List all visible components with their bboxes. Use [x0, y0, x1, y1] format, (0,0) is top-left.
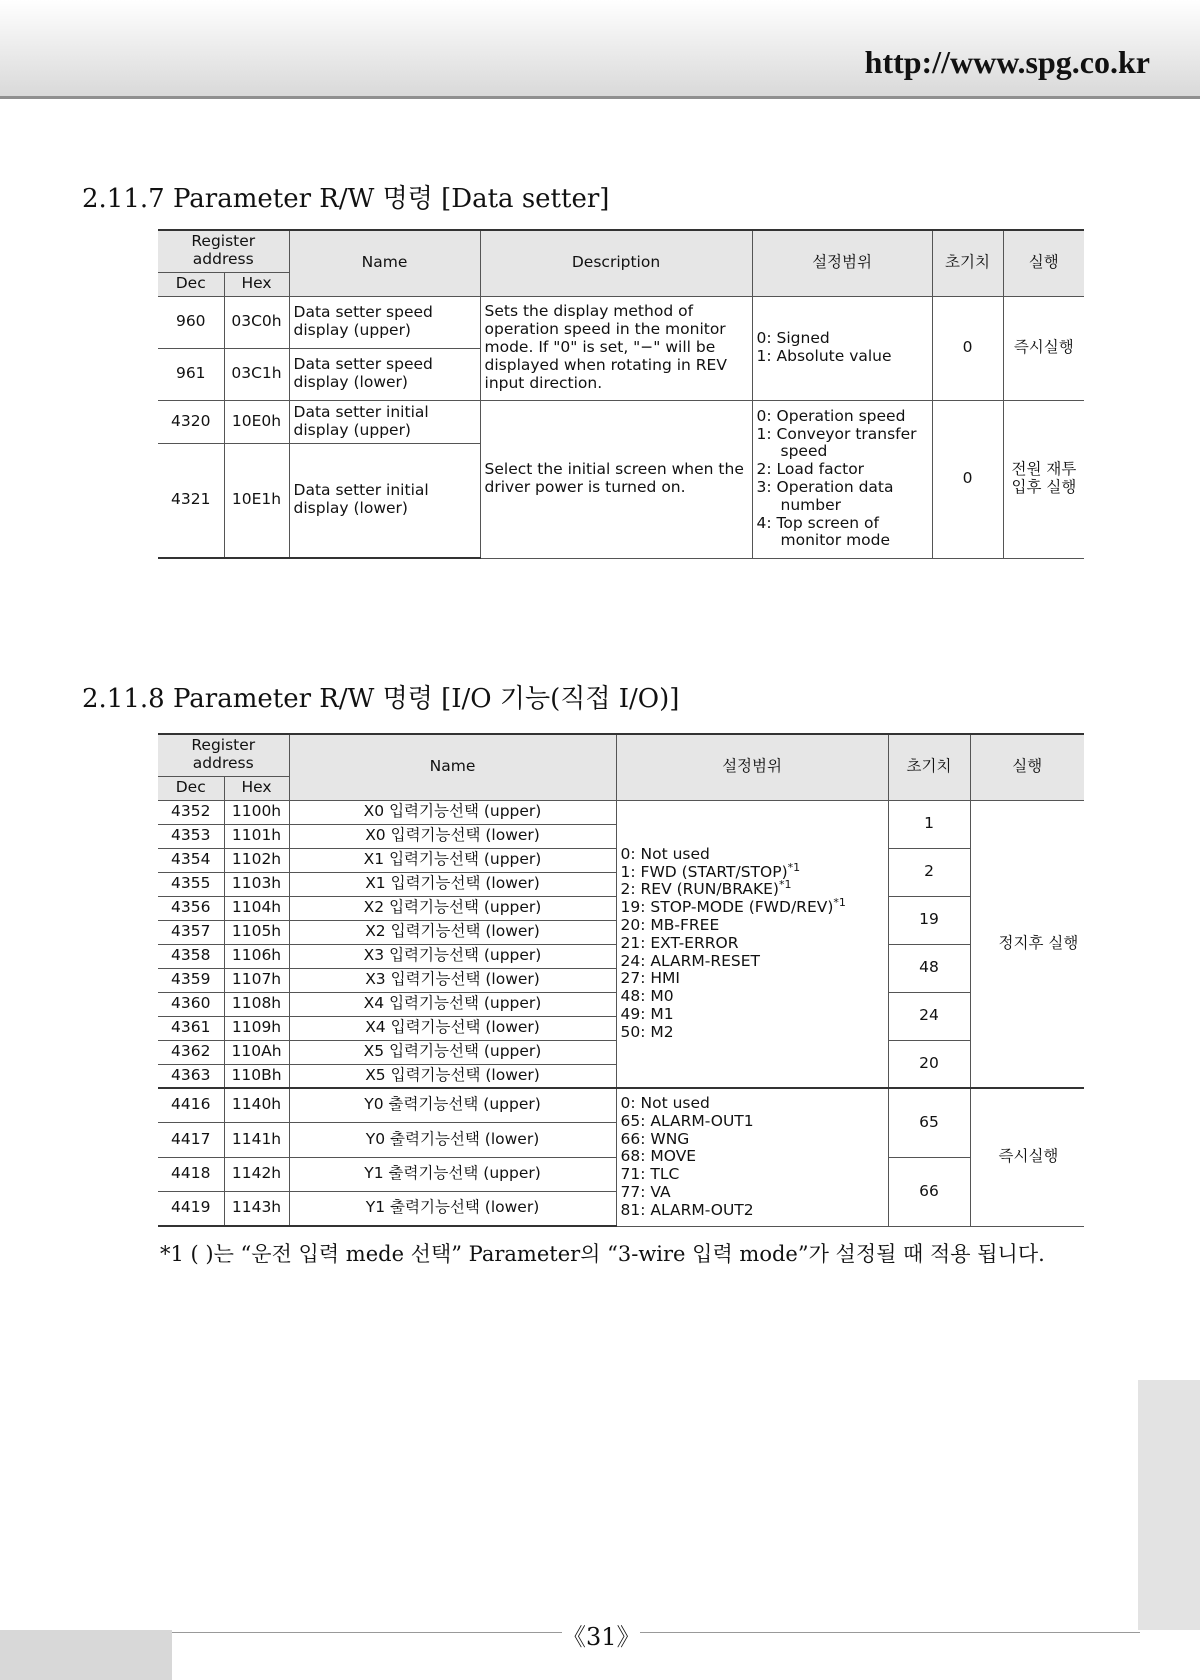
- col-header-hex: Hex: [224, 776, 289, 800]
- range-option: 0: Operation speed: [756, 406, 906, 425]
- cell-name: X3 입력기능선택 (lower): [289, 968, 616, 992]
- section-title-data-setter: 2.11.7 Parameter R/W 명령 [Data setter]: [82, 184, 610, 214]
- range-option: 0: Not used: [620, 844, 710, 863]
- cell-hex: 1104h: [224, 896, 289, 920]
- cell-dec: 4321: [158, 443, 224, 558]
- col-header-register-address: Register address: [158, 230, 289, 272]
- range-option: 71: TLC: [620, 1165, 680, 1184]
- cell-initial: 66: [888, 1157, 970, 1226]
- cell-name: Y0 출력기능선택 (lower): [289, 1122, 616, 1157]
- cell-hex: 1141h: [224, 1122, 289, 1157]
- cell-dec: 4359: [158, 968, 224, 992]
- cell-name: Data setter speed display (upper): [289, 296, 480, 348]
- range-option-continued: monitor mode: [780, 531, 891, 550]
- col-header-hex: Hex: [224, 272, 289, 296]
- range-option: 77: VA: [620, 1182, 671, 1201]
- cell-execution: 즉시실행: [970, 1088, 1084, 1226]
- range-option-text: 19: STOP-MODE (FWD/REV): [620, 898, 834, 917]
- side-tab: [1138, 1380, 1200, 1630]
- data-setter-table: [158, 229, 1084, 559]
- cell-initial: 19: [888, 896, 970, 944]
- cell-range: [752, 296, 932, 400]
- cell-hex: 03C0h: [224, 296, 289, 348]
- range-option: 1: Conveyor transfer: [756, 424, 917, 443]
- cell-name: X1 입력기능선택 (upper): [289, 848, 616, 872]
- cell-dec: 4358: [158, 944, 224, 968]
- col-header-initial: 초기치: [888, 734, 970, 800]
- cell-dec: 4416: [158, 1088, 224, 1122]
- range-option-text: 1: FWD (START/STOP): [620, 862, 788, 881]
- range-option: 4: Top screen of: [756, 513, 880, 532]
- col-header-execution: 실행: [1003, 230, 1084, 296]
- range-option: 48: M0: [620, 987, 674, 1006]
- cell-name: Y1 출력기능선택 (upper): [289, 1157, 616, 1191]
- section-title-io-function: 2.11.8 Parameter R/W 명령 [I/O 기능(직접 I/O)]: [82, 684, 680, 714]
- col-header-initial: 초기치: [932, 230, 1003, 296]
- cell-hex: 03C1h: [224, 348, 289, 400]
- range-option: 65: ALARM-OUT1: [620, 1111, 754, 1130]
- range-option: 2: Load factor: [756, 460, 865, 479]
- cell-name: X0 입력기능선택 (upper): [289, 800, 616, 824]
- range-option: 66: WNG: [620, 1129, 690, 1148]
- cell-dec: 4362: [158, 1040, 224, 1064]
- cell-description: Sets the display method of operation speed in the monitor mode. If "0" is set, "−" will be displayed when rotating in REV input direction.: [480, 296, 752, 400]
- cell-name: X0 입력기능선택 (lower): [289, 824, 616, 848]
- cell-input-range: [616, 800, 888, 1088]
- cell-hex: 10E0h: [224, 400, 289, 443]
- io-function-table: [158, 733, 1084, 1227]
- cell-dec: 4363: [158, 1064, 224, 1088]
- range-option-continued: speed: [780, 442, 828, 461]
- cell-dec: 4355: [158, 872, 224, 896]
- table-row: [158, 800, 1084, 824]
- cell-hex: 110Bh: [224, 1064, 289, 1088]
- cell-hex: 1107h: [224, 968, 289, 992]
- range-option: 50: M2: [620, 1022, 674, 1041]
- cell-hex: 1101h: [224, 824, 289, 848]
- range-option: 49: M1: [620, 1005, 674, 1024]
- table-row: [158, 1088, 1084, 1122]
- cell-name: X1 입력기능선택 (lower): [289, 872, 616, 896]
- cell-name: X3 입력기능선택 (upper): [289, 944, 616, 968]
- cell-hex: 1109h: [224, 1016, 289, 1040]
- cell-dec: 4320: [158, 400, 224, 443]
- cell-initial: 20: [888, 1040, 970, 1088]
- header-url: http://www.spg.co.kr: [864, 44, 1150, 80]
- range-option: 21: EXT-ERROR: [620, 933, 739, 952]
- col-header-dec: Dec: [158, 272, 224, 296]
- cell-hex: 1106h: [224, 944, 289, 968]
- col-header-range: 설정범위: [616, 734, 888, 800]
- footer-block: [0, 1630, 172, 1680]
- col-header-range: 설정범위: [752, 230, 932, 296]
- cell-dec: 4354: [158, 848, 224, 872]
- table-row: [158, 400, 1084, 443]
- cell-hex: 1140h: [224, 1088, 289, 1122]
- cell-dec: 961: [158, 348, 224, 400]
- cell-name: X5 입력기능선택 (lower): [289, 1064, 616, 1088]
- footnote-mark: *1: [833, 896, 846, 910]
- table-row: [158, 296, 1084, 348]
- range-option: [620, 896, 884, 917]
- cell-name: Y1 출력기능선택 (lower): [289, 1191, 616, 1226]
- cell-hex: 1100h: [224, 800, 289, 824]
- range-option: [620, 860, 884, 882]
- cell-hex: 1102h: [224, 848, 289, 872]
- cell-hex: 1105h: [224, 920, 289, 944]
- col-header-name: Name: [289, 230, 480, 296]
- cell-dec: 4353: [158, 824, 224, 848]
- col-header-dec: Dec: [158, 776, 224, 800]
- range-option: 24: ALARM-RESET: [620, 951, 760, 970]
- range-option-text: 2: REV (RUN/BRAKE): [620, 880, 779, 899]
- footnote-mark: *1: [778, 878, 792, 892]
- cell-dec: 4418: [158, 1157, 224, 1191]
- range-option: 20: MB-FREE: [620, 916, 720, 935]
- range-option-continued: number: [780, 495, 842, 514]
- cell-name: Y0 출력기능선택 (upper): [289, 1088, 616, 1122]
- cell-name: X4 입력기능선택 (upper): [289, 992, 616, 1016]
- cell-name: Data setter initial display (upper): [289, 400, 480, 443]
- range-option: 27: HMI: [620, 969, 680, 988]
- cell-dec: 4360: [158, 992, 224, 1016]
- cell-execution: 전원 재투입후 실행: [1003, 400, 1084, 558]
- cell-dec: 4361: [158, 1016, 224, 1040]
- footnote: *1 ( )는 “운전 입력 mede 선택” Parameter의 “3-wire 입력 mode”가 설정될 때 적용 됩니다.: [160, 1242, 1045, 1266]
- cell-name: X5 입력기능선택 (upper): [289, 1040, 616, 1064]
- cell-execution: 정지후 실행: [970, 800, 1084, 1088]
- col-header-description: Description: [480, 230, 752, 296]
- range-option: 1: Absolute value: [756, 347, 892, 365]
- cell-output-range: [616, 1088, 888, 1226]
- cell-dec: 960: [158, 296, 224, 348]
- range-option: 0: Signed: [756, 329, 830, 348]
- header-band: [0, 0, 1200, 99]
- cell-dec: 4352: [158, 800, 224, 824]
- cell-initial: 1: [888, 800, 970, 848]
- cell-initial: 0: [932, 296, 1003, 400]
- range-option: 0: Not used: [620, 1093, 710, 1112]
- footer-rule-right: [640, 1632, 1140, 1633]
- col-header-execution: 실행: [970, 734, 1084, 800]
- cell-hex: 1142h: [224, 1157, 289, 1191]
- cell-range: [752, 400, 932, 558]
- cell-initial: 48: [888, 944, 970, 992]
- col-header-name: Name: [289, 734, 616, 800]
- cell-name: Data setter initial display (lower): [289, 443, 480, 558]
- cell-dec: 4357: [158, 920, 224, 944]
- cell-name: X2 입력기능선택 (upper): [289, 896, 616, 920]
- cell-initial: 65: [888, 1088, 970, 1157]
- footer-rule-left: [172, 1632, 562, 1633]
- cell-description: Select the initial screen when the driver power is turned on.: [480, 400, 752, 558]
- cell-initial: 0: [932, 400, 1003, 558]
- cell-initial: 24: [888, 992, 970, 1040]
- cell-hex: 1108h: [224, 992, 289, 1016]
- cell-execution: 즉시실행: [1003, 296, 1084, 400]
- cell-name: Data setter speed display (lower): [289, 348, 480, 400]
- cell-hex: 1103h: [224, 872, 289, 896]
- cell-dec: 4417: [158, 1122, 224, 1157]
- page-number: 《31》: [562, 1623, 641, 1651]
- cell-hex: 10E1h: [224, 443, 289, 558]
- range-option: 81: ALARM-OUT2: [620, 1200, 754, 1219]
- cell-initial: 2: [888, 848, 970, 896]
- cell-name: X2 입력기능선택 (lower): [289, 920, 616, 944]
- cell-hex: 1143h: [224, 1191, 289, 1226]
- cell-hex: 110Ah: [224, 1040, 289, 1064]
- cell-name: X4 입력기능선택 (lower): [289, 1016, 616, 1040]
- footnote-mark: *1: [787, 860, 801, 874]
- cell-dec: 4419: [158, 1191, 224, 1226]
- col-header-register-address: Register address: [158, 734, 289, 776]
- range-option: 68: MOVE: [620, 1147, 697, 1166]
- range-option: 3: Operation data: [756, 478, 894, 496]
- cell-dec: 4356: [158, 896, 224, 920]
